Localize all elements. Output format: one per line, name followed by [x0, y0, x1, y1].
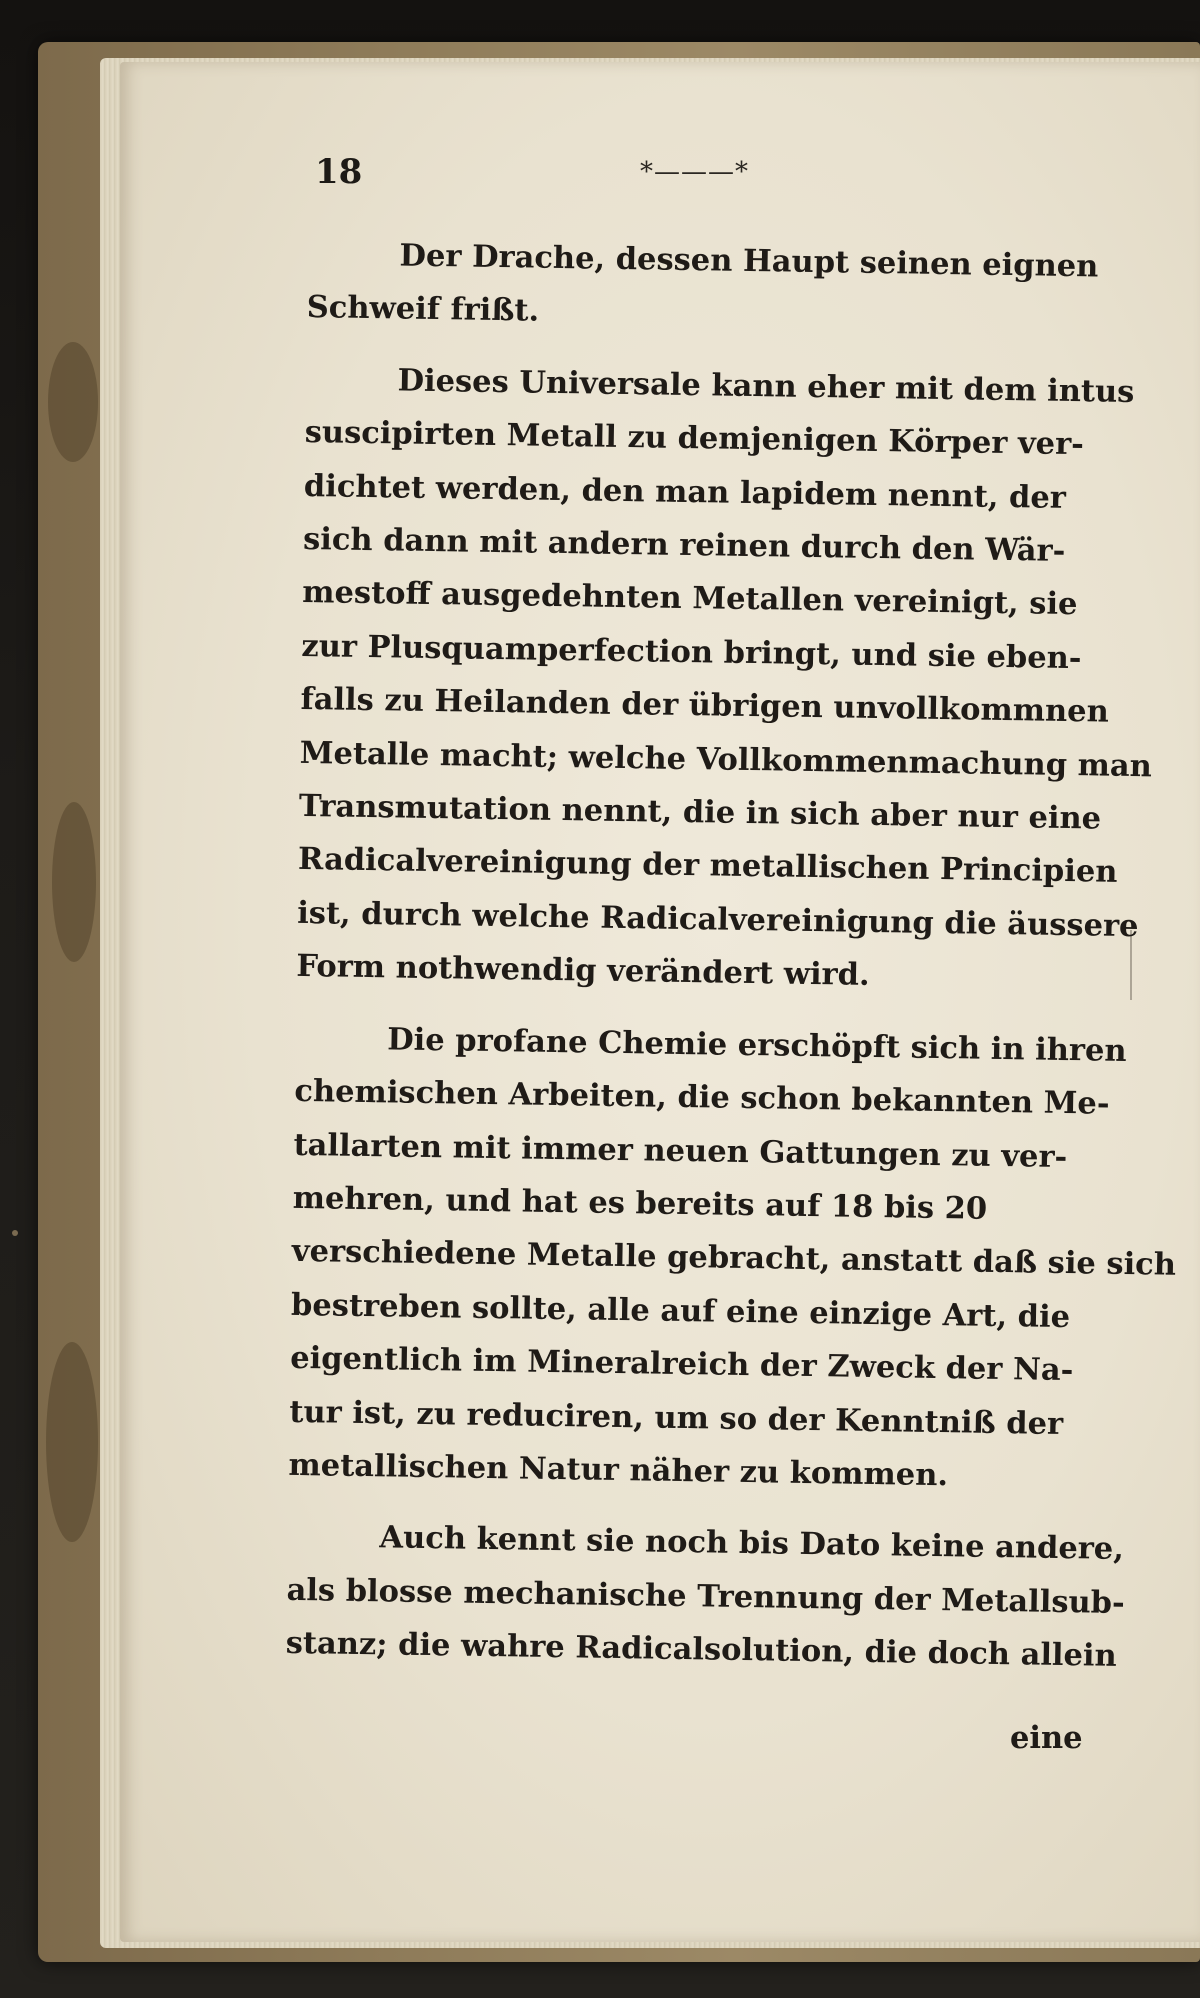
- text-line: eigentlich im Mineralreich der Zweck der Na-: [289, 1339, 1074, 1389]
- text-line: tur ist, zu reduciren, um so der Kenntniß der: [289, 1393, 1064, 1442]
- paragraph: [285, 1510, 1125, 1682]
- text-line: Transmutation nennt, die in sich aber nur eine: [298, 787, 1102, 837]
- dust-speck: [12, 1230, 18, 1236]
- text-line: Die profane Chemie erschöpft sich in ihren: [386, 1021, 1127, 1069]
- text-line: bestreben sollte, alle auf eine einzige Art, die: [290, 1286, 1071, 1335]
- text-line: stanz; die wahre Radicalsolution, die doch allein: [285, 1624, 1117, 1675]
- text-line: metallischen Natur näher zu kommen.: [288, 1446, 949, 1494]
- catchword: eine: [1010, 1720, 1083, 1756]
- text-line: als blosse mechanische Trennung der Metallsub-: [286, 1571, 1125, 1621]
- text-line: chemischen Arbeiten, die schon bekannten Me-: [294, 1072, 1110, 1122]
- body-text: [285, 228, 1177, 1701]
- text-line: Radicalvereinigung der metallischen Principien: [297, 841, 1118, 891]
- text-line: Metalle macht; welche Vollkommenmachung man: [299, 734, 1153, 784]
- page-header: [315, 152, 1090, 192]
- text-line: Dieses Universale kann eher mit dem intus: [397, 362, 1135, 410]
- text-line: mestoff ausgedehnten Metallen vereinigt, sie: [301, 574, 1078, 623]
- text-line: verschiedene Metalle gebracht, anstatt daß sie sich: [291, 1233, 1177, 1284]
- cover-stain: [52, 802, 96, 962]
- text-line: falls zu Heilanden der übrigen unvollkommnen: [300, 681, 1110, 730]
- text-line: sich dann mit andern reinen durch den Wär-: [302, 520, 1066, 569]
- text-line: tallarten mit immer neuen Gattungen zu ver-: [293, 1126, 1068, 1175]
- text-line: zur Plusquamperfection bringt, und sie eben-: [301, 627, 1082, 677]
- text-line: suscipirten Metall zu demjenigen Körper ver-: [304, 414, 1085, 463]
- page-number: 18: [315, 152, 363, 192]
- text-line: Schweif frißt.: [306, 289, 540, 330]
- cover-stain: [48, 342, 98, 462]
- text-line: Auch kennt sie noch bis Dato keine andere,: [379, 1519, 1125, 1568]
- text-line: Der Drache, dessen Haupt seinen eignen: [399, 237, 1099, 285]
- text-line: dichtet werden, den man lapidem nennt, der: [303, 467, 1067, 516]
- paragraph: [288, 1012, 1177, 1505]
- text-line: mehren, und hat es bereits auf 18 bis 20: [292, 1179, 988, 1227]
- paragraph: [306, 228, 1099, 347]
- text-line: ist, durch welche Radicalvereinigung die äussere: [296, 894, 1139, 945]
- text-line: Form nothwendig verändert wird.: [296, 948, 870, 994]
- header-ornament: *———*: [640, 157, 749, 187]
- cover-stain: [46, 1342, 98, 1542]
- paragraph: [296, 353, 1153, 1006]
